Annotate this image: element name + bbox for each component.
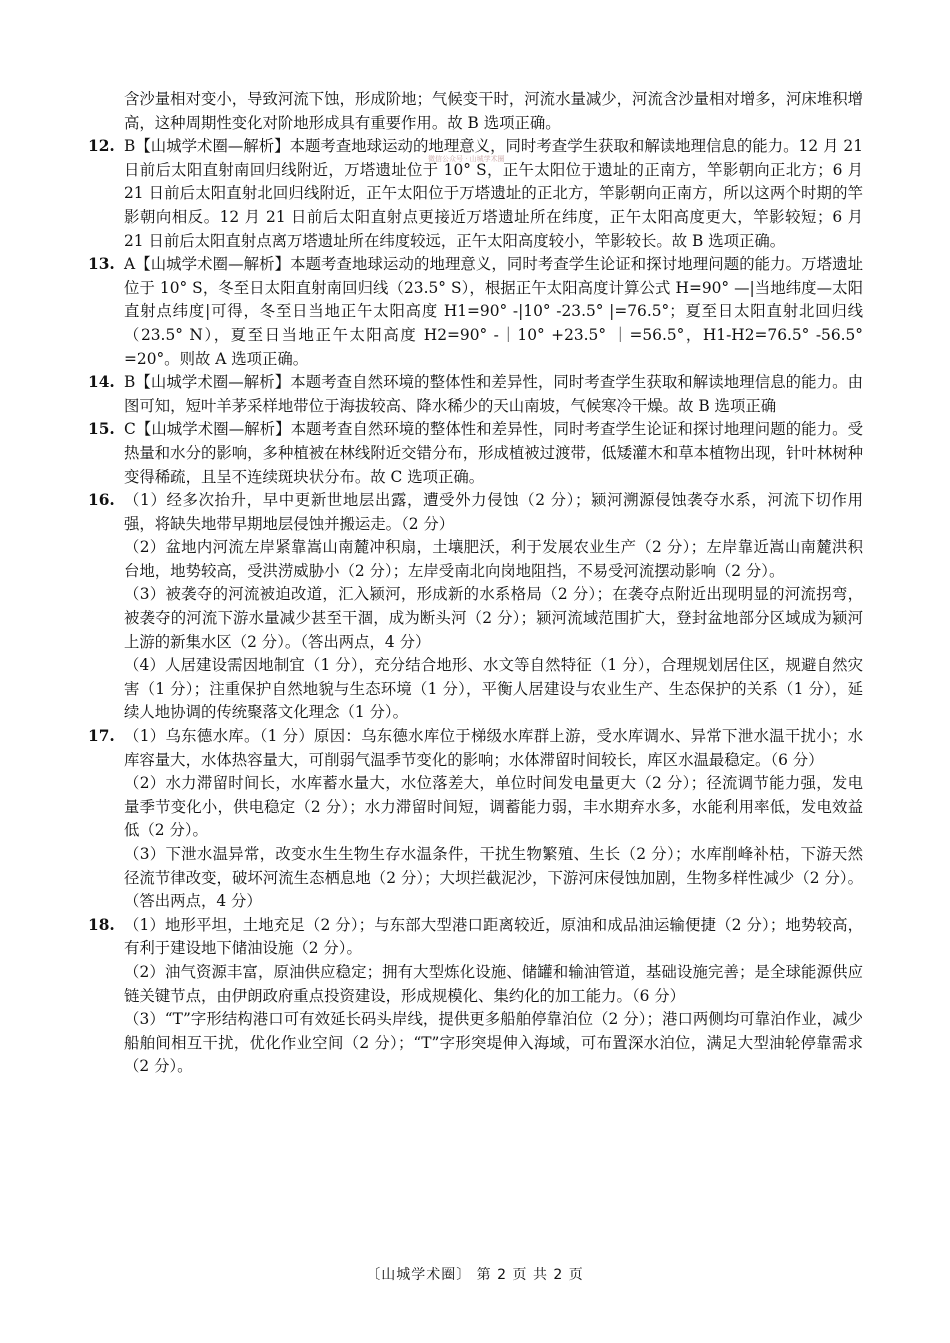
item-text: A【山城学术圈—解析】本题考查地球运动的地理意义，同时考查学生论证和探讨地理问题的能力。万塔遗址位于 10° S，冬至日太阳直射南回归线（23.5° S），根据正午太阳高度计算公式 H=90° —|当地纬度—太阳直射点纬度|可得，冬至日当地正午太阳高度 H1=90° -|10° -23.5° |=76.5°；夏至日太阳直射北回归线（23.5° N），夏至日当地正午太阳高度 H2=90° -｜10° +23.5° ｜=56.5°，H1-H2=76.5° -56.5° =20°。则故 A 选项正确。: [124, 255, 863, 368]
sub-answer: （3）被袭夺的河流被迫改道，汇入颍河，形成新的水系格局（2 分）；在袭夺点附近出现明显的河流拐弯，被袭夺的河流下游水量减少甚至干涸，成为断头河（2 分）；颍河流域范围扩大，登封盆地部分区域成为颍河上游的新集水区（2 分）。（答出两点，4 分）: [124, 585, 863, 651]
sub-answer: （1）经多次抬升，早中更新世地层出露，遭受外力侵蚀（2 分）；颍河溯源侵蚀袭夺水系，河流下切作用强，将缺失地带早期地层侵蚀并搬运走。（2 分）: [124, 491, 863, 533]
answer-item-15: [88, 418, 863, 489]
sub-answer: （4）人居建设需因地制宜（1 分），充分结合地形、水文等自然特征（1 分），合理规划居住区，规避自然灾害（1 分）；注重保护自然地貌与生态环境（1 分），平衡人居建设与农业生产、生态保护的关系（1 分），延续人地协调的传统聚落文化理念（1 分）。: [124, 656, 863, 722]
sub-answer: （2）盆地内河流左岸紧靠嵩山南麓冲积扇，土壤肥沃，利于发展农业生产（2 分）；左岸靠近嵩山南麓洪积台地，地势较高，受洪涝威胁小（2 分）；左岸受南北向岗地阻挡，不易受河流摆动影响（2 分）。: [124, 538, 863, 580]
sub-answer: （1）地形平坦，土地充足（2 分）；与东部大型港口距离较近，原油和成品油运输便捷（2 分）；地势较高，有利于建设地下储油设施（2 分）。: [124, 915, 863, 958]
intro-paragraph: 含沙量相对变小，导致河流下蚀，形成阶地；气候变干时，河流水量减少，河流含沙量相对增多，河床堆积增高，这种周期性变化对阶地形成具有重要作用。故 B 选项正确。: [124, 90, 863, 132]
answer-item-14: [88, 371, 863, 418]
answer-content: [88, 88, 863, 1079]
item-number: 17.: [88, 727, 115, 746]
answer-item-17: [88, 725, 863, 772]
answer-item-12: [88, 135, 863, 253]
sub-answer: （3）下泄水温异常，改变水生生物生存水温条件，干扰生物繁殖、生长（2 分）；水库削峰补枯，下游天然径流节律改变，破坏河流生态栖息地（2 分）；大坝拦截泥沙，下游河床侵蚀加剧，生物多样性减少（2 分）。（答出两点，4 分）: [124, 845, 863, 911]
item-number: 12.: [88, 137, 115, 156]
answer-item-16: [88, 489, 863, 536]
item-number: 18.: [88, 915, 115, 934]
item-text: B【山城学术圈—解析】本题考查地球运动的地理意义，同时考查学生获取和解读地理信息的能力。12 月 21 日前后太阳直射南回归线附近，万塔遗址位于 10° S，正午太阳位于遗址的正南方，竿影朝向正北方；6 月 21 日前后太阳直射北回归线附近，正午太阳位于万塔遗址的正北方，竿影朝向正南方，所以这两个时期的竿影朝向相反。12 月 21 日前后太阳直射点更接近万塔遗址所在纬度，正午太阳高度更大，竿影较短；6 月 21 日前后太阳直射点离万塔遗址所在纬度较远，正午太阳高度较小，竿影较长。故 B 选项正确。: [124, 137, 863, 250]
item-text: B【山城学术圈—解析】本题考查自然环境的整体性和差异性，同时考查学生获取和解读地理信息的能力。由图可知，短叶羊茅采样地带位于海拔较高、降水稀少的天山南坡，气候寒冷干燥。故 B 选项正确: [124, 373, 863, 415]
sub-answer: （2）油气资源丰富，原油供应稳定；拥有大型炼化设施、储罐和输油管道，基础设施完善；是全球能源供应链关键节点，由伊朗政府重点投资建设，形成规模化、集约化的加工能力。（6 分）: [124, 962, 863, 1005]
sub-answer: （2）水力滞留时间长，水库蓄水量大，水位落差大，单位时间发电量更大（2 分）；径流调节能力强，发电量季节变化小，供电稳定（2 分）；水力滞留时间短，调蓄能力弱，丰水期弃水多，水能利用率低，发电效益低（2 分）。: [124, 774, 863, 840]
watermark-text: 微信公众号 · 山城学术圈: [428, 155, 505, 163]
answer-item-13: [88, 253, 863, 371]
item-number: 16.: [88, 491, 115, 510]
sub-answer: （3）“T”字形结构港口可有效延长码头岸线，提供更多船舶停靠泊位（2 分）；港口两侧均可靠泊作业，减少船舶间相互干扰，优化作业空间（2 分）；“T”字形突堤伸入海域，可布置深水泊位，满足大型油轮停靠需求（2 分）。: [124, 1010, 863, 1076]
answer-item-18: [88, 914, 863, 961]
item-number: 14.: [88, 373, 115, 392]
item-number: 13.: [88, 255, 115, 274]
item-number: 15.: [88, 420, 115, 439]
page-footer: 〔山城学术圈〕 第 2 页 共 2 页: [366, 1267, 584, 1283]
item-text: C【山城学术圈—解析】本题考查自然环境的整体性和差异性，同时考查学生论证和探讨地理问题的能力。受热量和水分的影响，多种植被在林线附近交错分布，形成植被过渡带，低矮灌木和草本植物出现，针叶林树种变得稀疏，且呈不连续斑块状分布。故 C 选项正确。: [124, 420, 863, 486]
sub-answer: （1）乌东德水库。（1 分）原因：乌东德水库位于梯级水库群上游，受水库调水、异常下泄水温干扰小；水库容量大，水体热容量大，可削弱气温季节变化的影响；水体滞留时间较长，库区水温最稳定。（6 分）: [124, 727, 863, 769]
